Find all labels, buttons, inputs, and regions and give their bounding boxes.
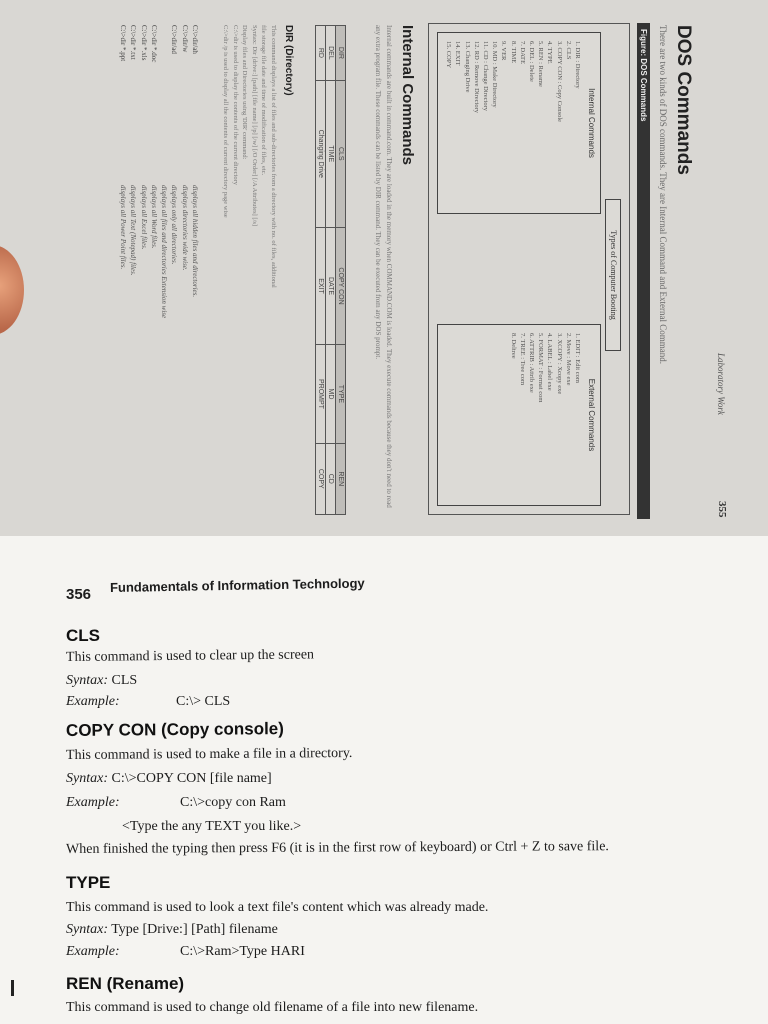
internal-item: 10. MD : Make Directory: [491, 41, 499, 108]
external-item: 6. ATTRIB : Attrib exe: [527, 333, 535, 393]
internal-commands-heading: Internal Commands: [399, 25, 416, 166]
running-head: Laboratory Work: [716, 353, 726, 415]
external-box-title: External Commands: [587, 378, 596, 452]
dir-option-line: [179, 25, 189, 318]
table-cell: CLS: [336, 80, 346, 227]
dir-line: C:\>dir /p is used to display all the contents of current directory page wise: [222, 25, 230, 218]
dir-heading: DIR (Directory): [283, 25, 294, 96]
cls-syntax-value: CLS: [111, 673, 138, 688]
internal-item: 7. DATE: [518, 41, 526, 65]
type-example: [66, 944, 120, 960]
table-row: [316, 26, 326, 515]
internal-item: 14. EXIT: [454, 41, 462, 66]
dir-option-desc: displays all Power Point files.: [118, 185, 127, 270]
type-syntax-label: Syntax:: [66, 922, 108, 937]
type-syntax-value: Type [Drive:] [Path] filename: [111, 922, 278, 937]
internal-commands-paragraph: Internal commands are built in command.com. They are loaded in the memory when COMMAND.COM is loaded. They execute commands because they don't need to read any extra program file. These commands can be listed by DIR command. They can be executed from any DOS prompt.: [374, 25, 393, 508]
internal-item: 6. DEL : Delete: [527, 41, 535, 82]
dir-option-cmd: C:\>dir/ah: [191, 25, 199, 54]
table-cell: COPY CON: [336, 227, 346, 345]
dir-option-cmd: C:\>dir *.xls: [139, 25, 148, 61]
dir-option-desc: displays only all directories.: [170, 185, 179, 265]
internal-item: 3. COPY CON : Copy Console: [555, 41, 563, 123]
internal-item: 4. TYPE: [546, 41, 554, 64]
table-cell: Changing Drive: [316, 80, 326, 227]
cls-example: [66, 694, 120, 710]
internal-item: 15. COPY: [445, 41, 453, 69]
copycon-syntax-label: Syntax:: [66, 771, 108, 786]
internal-item: 13. Changing Drive: [463, 41, 471, 93]
dir-option-line: [190, 25, 200, 318]
external-item: 5. FORMAT : Format com: [537, 333, 545, 403]
page-number-bottom: 356: [66, 586, 92, 603]
type-description: This command is used to look a text file's content which was already made.: [66, 900, 489, 915]
table-cell: TYPE: [336, 345, 346, 443]
dir-option-line: [128, 25, 138, 318]
internal-item: 11. CD : Change Directory: [481, 41, 489, 111]
internal-box-title: Internal Commands: [587, 88, 596, 158]
rotated-page-wrapper: [34, 13, 734, 523]
dir-line: This command displays a list of files and sub-directories from a directory with no. of files, additional: [270, 25, 277, 288]
dir-line: Syntax: Dir [drive:] [path] [file name] [/p] [/w] [/O Order] [/A Attributes] [/s]: [251, 25, 258, 227]
table-cell: DATE: [326, 227, 336, 345]
table-row: [336, 26, 346, 515]
table-cell: PROMPT: [316, 345, 326, 443]
dir-option-desc: displays directories wide wise.: [180, 185, 189, 271]
dir-option-cmd: C:\>dir/ad: [170, 25, 179, 54]
dir-option-desc: displays all hidden files and directories.: [191, 185, 199, 298]
internal-item: 12. RD : Remove Directory: [472, 41, 480, 114]
rotated-page-content: [34, 13, 734, 523]
dos-commands-title: DOS Commands: [673, 25, 694, 175]
page-edge-mark: [11, 980, 14, 996]
dir-description-lines: [221, 25, 278, 288]
table-cell: DEL: [326, 26, 336, 81]
table-cell: MD: [326, 345, 336, 443]
dir-option-cmd: C:\>dir *.ppt: [118, 25, 127, 62]
table-cell: REN: [336, 443, 346, 514]
external-item: 4. LABEL : Label exe: [546, 333, 554, 391]
running-title: Fundamentals of Information Technology: [109, 575, 365, 595]
copycon-example-value: C:\>copy con Ram: [180, 795, 286, 810]
internal-commands-box: [437, 32, 601, 214]
table-cell: EXIT: [316, 227, 326, 345]
dos-intro: There are two kinds of DOS commands. They are Internal Command and External Command.: [658, 25, 668, 364]
copycon-syntax-value: C:\>COPY CON [file name]: [111, 771, 272, 786]
table-cell: COPY: [316, 443, 326, 514]
dir-option-desc: displays all files and directories Extension wise: [160, 185, 169, 319]
external-commands-box: [437, 324, 601, 506]
internal-item: 9. VER: [500, 41, 508, 61]
internal-items-list: [444, 41, 582, 122]
dir-line: file storage file date and time of modification of files, etc.: [260, 25, 268, 176]
cls-example-label: Example:: [66, 694, 120, 709]
copycon-example: [66, 795, 120, 811]
dir-line: C:\>dir is used to display the contents of the current directory: [232, 25, 239, 185]
type-syntax: [66, 922, 278, 938]
diagram-center-label: Types of Computer Booting: [605, 199, 621, 351]
internal-item: 2. CLS: [564, 41, 572, 60]
dir-option-cmd: C:\>dir *.doc: [149, 25, 158, 63]
external-item: 2. Move : Move exe: [564, 333, 572, 386]
table-cell: TIME: [326, 80, 336, 227]
table-cell: RD: [316, 26, 326, 81]
cls-syntax-label: Syntax:: [66, 673, 108, 688]
external-item: 3. XCOPY : Xcopy exe: [555, 333, 563, 395]
page-number-top: 355: [716, 501, 728, 518]
cls-description: This command is used to clear up the screen: [65, 647, 315, 665]
copycon-description: This command is used to make a file in a directory.: [65, 746, 353, 763]
dir-option-desc: displays all Text (Notepad) files.: [129, 185, 138, 276]
external-item: 8. Deltree: [509, 333, 517, 359]
dir-option-line: [149, 25, 159, 318]
dir-option-cmd: C:\>dir *.txt: [129, 25, 138, 60]
internal-item: 8. TIME: [509, 41, 517, 64]
external-item: 1. EDIT : Edit com: [574, 333, 581, 383]
dir-option-cmd: C:\>dir/w: [180, 25, 189, 53]
bottom-page-356: [0, 536, 768, 1024]
table-cell: CD: [326, 443, 336, 514]
dir-line: Display files and Directories using 'DIR' command:: [241, 25, 249, 160]
dir-option-line: [138, 25, 148, 318]
copycon-example-label: Example:: [66, 795, 120, 810]
external-item: 7. TREE : Tree com: [518, 333, 526, 386]
cls-example-value: C:\> CLS: [176, 694, 231, 709]
internal-item: 1. DIR : Directory: [574, 41, 581, 89]
dir-option-lines: [118, 25, 200, 318]
finger-shadow: [0, 245, 24, 335]
internal-commands-table: [315, 25, 346, 515]
ren-description: This command is used to change old filename of a file into new filename.: [66, 1000, 479, 1015]
dir-option-desc: displays all Excel files.: [139, 185, 148, 250]
cls-syntax: [66, 673, 137, 689]
table-row: [326, 26, 336, 515]
type-heading: TYPE: [66, 873, 111, 892]
copycon-finish-note: When finished the typing then press F6 (it is in the first row of keyboard) or Ctrl + Z to save file.: [65, 839, 609, 857]
dir-option-line: [159, 25, 169, 318]
dir-option-desc: displays all Word files.: [149, 185, 158, 249]
dos-commands-diagram: [428, 23, 630, 515]
copycon-syntax: [66, 771, 272, 787]
copycon-heading: COPY CON (Copy console): [65, 719, 284, 740]
type-example-label: Example:: [66, 944, 120, 959]
ren-heading: REN (Rename): [66, 974, 185, 993]
external-items-list: [508, 333, 582, 402]
internal-item: 5. REN : Rename: [537, 41, 545, 87]
figure-label: Figure: DOS Commands: [637, 23, 650, 519]
table-cell: DIR: [336, 26, 346, 81]
type-example-value: C:\>Ram>Type HARI: [180, 944, 305, 959]
dir-option-line: [118, 25, 128, 318]
cls-heading: CLS: [66, 626, 100, 645]
copycon-type-hint: <Type the any TEXT you like.>: [122, 819, 302, 834]
dir-option-line: [169, 25, 179, 318]
